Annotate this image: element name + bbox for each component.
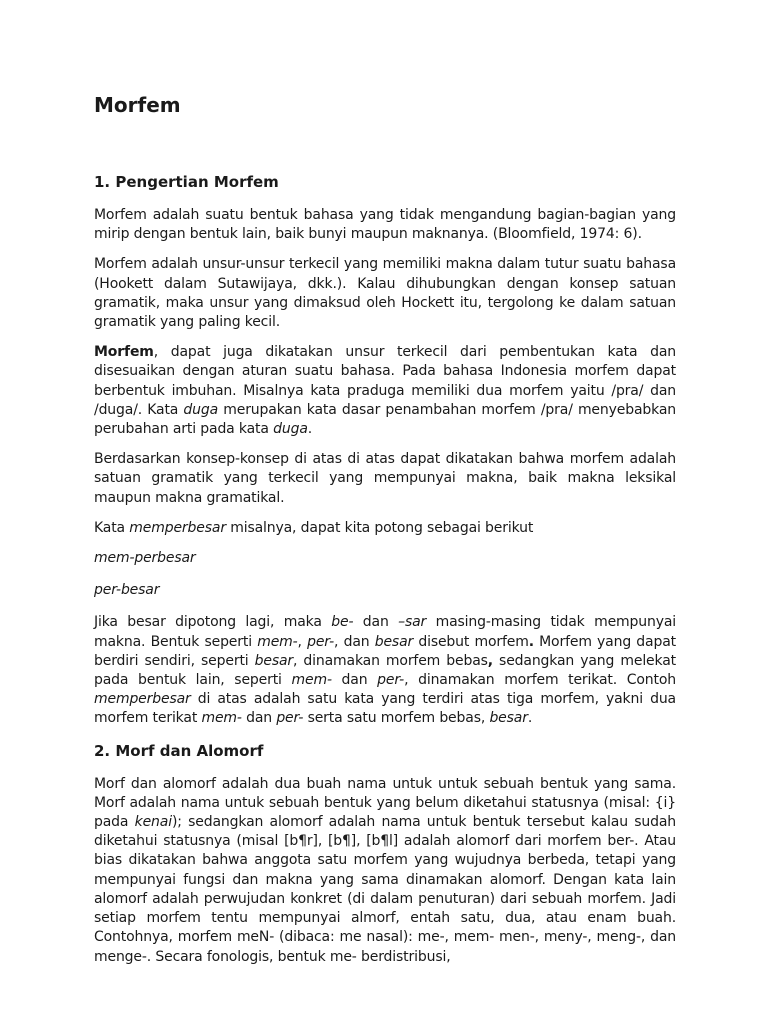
italic-text: duga (273, 421, 308, 438)
italic-text: duga (183, 401, 219, 418)
paragraph (94, 549, 676, 568)
text-run: , dinamakan morfem bebas (293, 652, 488, 669)
italic-text: mem- (201, 710, 242, 727)
paragraph (94, 613, 676, 728)
text-run: , (297, 633, 308, 650)
paragraph (94, 775, 676, 967)
text-run: , dapat juga dikatakan unsur terkecil dari pembentukan kata dan disesuaikan dengan aturan suatu bahasa. Pada bahasa Indonesia morfem dapat berbentuk imbuhan. Misalnya kata praduga memiliki dua morfem yaitu /pra/ dan /duga/. Kata (94, 344, 676, 418)
italic-text: besar (254, 652, 294, 669)
paragraph (94, 581, 676, 600)
text-run: disebut morfem (413, 633, 529, 650)
text-run: . (527, 710, 533, 727)
italic-text: per- (276, 710, 304, 727)
text-run: Morfem yang dapat berdiri sendiri, seperti (94, 633, 676, 669)
text-run: . (307, 421, 313, 438)
text-run: Morfem adalah unsur-unsur terkecil yang memiliki makna dalam tutur suatu bahasa (Hookett dalam Sutawijaya, dkk.). Kalau dihubungkan dengan konsep satuan gramatik, maka unsur yang dimaksud oleh Hockett itu, tergolong ke dalam satuan gramatik yang paling kecil. (94, 256, 676, 331)
italic-text: besar (489, 710, 528, 727)
italic-text: per- (377, 672, 405, 689)
text-run: ); sedangkan alomorf adalah nama untuk bentuk tersebut kalau sudah diketahui statusnya (misal [b¶r], [b¶], [b¶l] adalah alomorf dari morfem ber-. Atau bias dikatakan bahwa anggota satu morfem yang wujudnya berbeda, tetapi yang mempunyai fungsi dan makna yang sama dinamakan alomorf. Dengan kata lain alomorf adalah perwujudan konkret (di dalam penuturan) dari sebuah morfem. Jadi setiap morfem tentu mempunyai almorf, entah satu, dua, atau enam buah. Contohnya, morfem meN- (dibaca: me nasal): me-, mem- men-, meny-, meng-, dan menge-. Secara fonologis, bentuk me- berdistribusi, (94, 814, 676, 965)
italic-text: mem-perbesar (94, 550, 196, 567)
text-run: di atas adalah satu kata yang terdiri atas tiga morfem, yakni dua morfem terikat (94, 691, 676, 727)
text-run: Berdasarkan konsep-konsep di atas di atas dapat dikatakan bahwa morfem adalah satuan gramatik yang terkecil yang mempunyai makna, baik makna leksikal maupun makna gramatikal. (94, 451, 676, 506)
text-run: , dan (334, 633, 375, 650)
text-run: , dinamakan morfem terikat. Contoh (404, 672, 676, 689)
text-run: misalnya, dapat kita potong sebagai berikut (225, 519, 534, 536)
text-run: sedangkan yang melekat pada bentuk lain, seperti (94, 652, 677, 689)
text-run: dan (241, 710, 277, 727)
italic-text: kenai (134, 814, 172, 831)
text-run: Kata (94, 519, 130, 536)
text-run: dan (331, 672, 378, 689)
bold-text: , (487, 652, 493, 669)
italic-text: memperbesar (129, 519, 226, 536)
page-title: Morfem (94, 93, 181, 117)
text-run: serta satu morfem bebas, (303, 710, 490, 727)
text-run: Jika besar dipotong lagi, maka (94, 614, 332, 631)
section-heading: 2. Morf dan Alomorf (94, 741, 264, 760)
section-heading: 1. Pengertian Morfem (94, 173, 279, 191)
italic-text: mem- (291, 672, 332, 689)
text-run: merupakan kata dasar penambahan morfem /pra/ menyebabkan perubahan arti pada kata (94, 401, 676, 438)
italic-text: be- (331, 614, 354, 631)
text-run: Morfem adalah suatu bentuk bahasa yang tidak mengandung bagian-bagian yang mirip dengan bentuk lain, baik bunyi maupun maknanya. (Bloomfield, 1974: 6). (94, 207, 676, 243)
italic-text: per- (307, 633, 335, 650)
paragraph (94, 206, 676, 244)
italic-text: –sar (398, 614, 427, 631)
italic-text: mem- (257, 633, 298, 650)
italic-text: memperbesar (94, 691, 191, 708)
italic-text: per-besar (94, 582, 160, 599)
text-run: masing-masing tidak mempunyai makna. Bentuk seperti (94, 614, 677, 650)
paragraph (94, 519, 676, 538)
bold-text: Morfem (94, 344, 154, 361)
italic-text: besar (374, 633, 414, 650)
paragraph (94, 255, 676, 332)
text-run: dan (353, 614, 399, 631)
paragraph (94, 343, 676, 439)
bold-text: . (528, 633, 534, 650)
text-run: Morf dan alomorf adalah dua buah nama untuk untuk sebuah bentuk yang sama. Morf adalah nama untuk sebuah bentuk yang belum diketahui statusnya (misal: {i} pada (94, 775, 676, 831)
paragraph (94, 450, 676, 508)
document-body (94, 171, 676, 978)
